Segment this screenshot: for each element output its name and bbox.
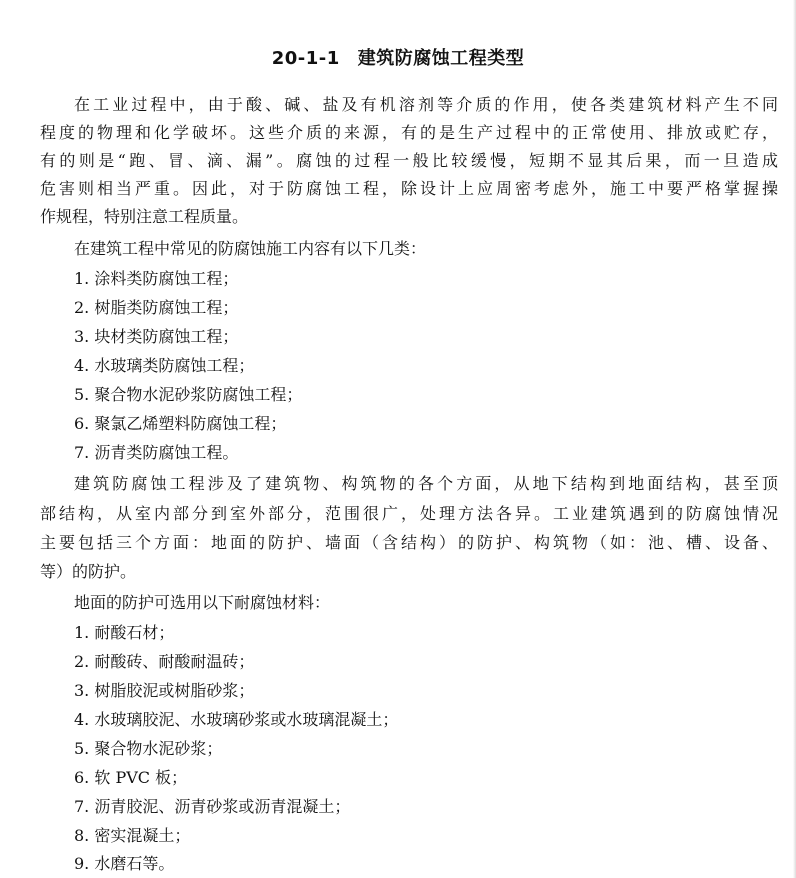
paragraph-line: 在工业过程中，由于酸、碱、盐及有机溶剂等介质的作用，使各类建筑材料产生不同 xyxy=(74,95,778,114)
section-heading: 建筑防腐蚀工程类型 xyxy=(357,48,525,69)
list-item: 7. 沥青胶泥、沥青砂浆或沥青混凝土； xyxy=(74,797,351,816)
paragraph-line: 在建筑工程中常见的防腐蚀施工内容有以下几类： xyxy=(74,239,427,258)
paragraph-line: 危害则相当严重。因此，对于防腐蚀工程，除设计上应周密考虑外，施工中要严格掌握操 xyxy=(40,179,778,198)
list-item: 4. 水玻璃胶泥、水玻璃砂浆或水玻璃混凝土； xyxy=(74,710,399,729)
paragraph-line: 建筑防腐蚀工程涉及了建筑物、构筑物的各个方面，从地下结构到地面结构，甚至顶 xyxy=(74,474,778,493)
list-item: 6. 软 PVC 板； xyxy=(74,768,188,787)
list-item: 7. 沥青类防腐蚀工程。 xyxy=(74,443,239,462)
list-item: 5. 聚合物水泥砂浆； xyxy=(74,739,223,758)
list-item: 2. 树脂类防腐蚀工程； xyxy=(74,298,239,317)
paragraph-line: 作规程，特别注意工程质量。 xyxy=(40,207,249,226)
paragraph-line: 等）的防护。 xyxy=(40,562,137,581)
section-title xyxy=(0,44,796,70)
list-item: 1. 涂料类防腐蚀工程； xyxy=(74,269,239,288)
paragraph-line: 部结构，从室内部分到室外部分，范围很广，处理方法各异。工业建筑遇到的防腐蚀情况 xyxy=(40,504,778,523)
paragraph-line: 主要包括三个方面：地面的防护、墙面（含结构）的防护、构筑物（如：池、槽、设备、 xyxy=(40,533,778,552)
paragraph-line: 地面的防护可选用以下耐腐蚀材料： xyxy=(74,593,331,612)
list-item: 3. 树脂胶泥或树脂砂浆； xyxy=(74,681,255,700)
list-item: 5. 聚合物水泥砂浆防腐蚀工程； xyxy=(74,385,303,404)
list-item: 6. 聚氯乙烯塑料防腐蚀工程； xyxy=(74,414,287,433)
paragraph-line: 程度的物理和化学破坏。这些介质的来源，有的是生产过程中的正常使用、排放或贮存， xyxy=(40,123,778,142)
list-item: 4. 水玻璃类防腐蚀工程； xyxy=(74,356,255,375)
section-number: 20-1-1 xyxy=(271,48,340,69)
paragraph-line: 有的则是“跑、冒、滴、漏”。腐蚀的过程一般比较缓慢，短期不显其后果，而一旦造成 xyxy=(40,151,778,170)
list-item: 9. 水磨石等。 xyxy=(74,854,175,873)
list-item: 2. 耐酸砖、耐酸耐温砖； xyxy=(74,652,255,671)
list-item: 3. 块材类防腐蚀工程； xyxy=(74,327,239,346)
list-item: 1. 耐酸石材； xyxy=(74,623,175,642)
list-item: 8. 密实混凝土； xyxy=(74,826,191,845)
